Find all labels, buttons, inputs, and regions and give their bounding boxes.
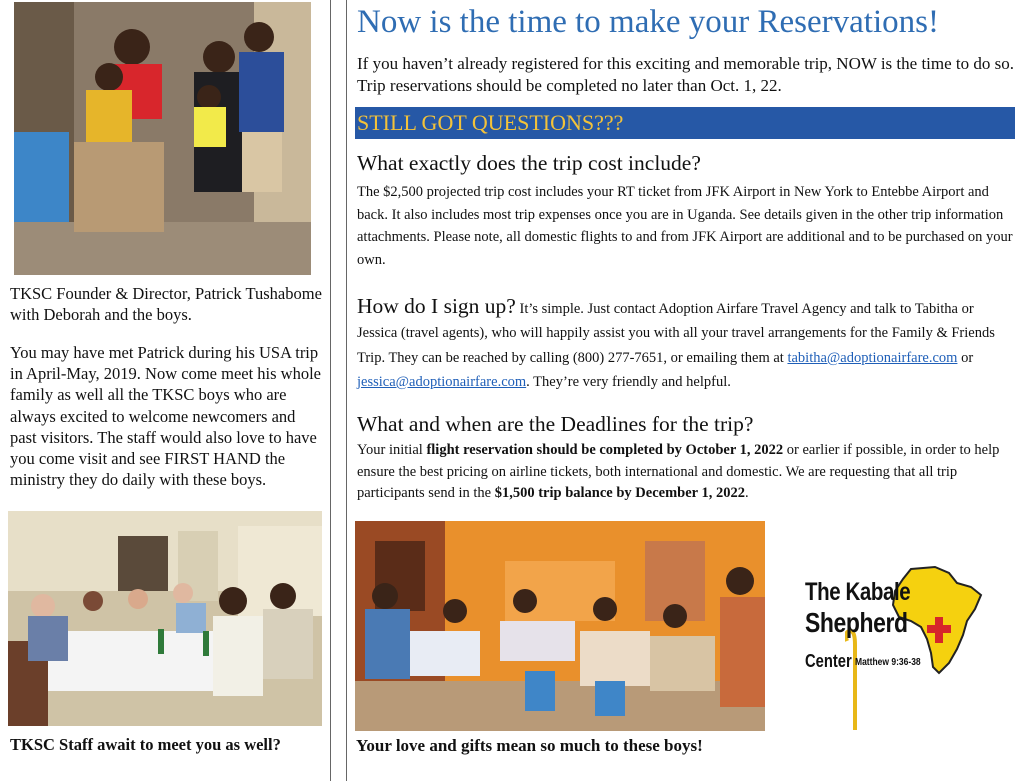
reservations-headline: Now is the time to make your Reservations! (357, 4, 939, 40)
faq-deadlines (357, 412, 1017, 505)
column-divider-left (330, 0, 331, 781)
deadline-text-3: . (744, 485, 749, 501)
family-photo-image (14, 2, 311, 275)
family-caption: TKSC Founder & Director, Patrick Tushabome with Deborah and the boys. (10, 284, 322, 324)
left-column (8, 0, 322, 781)
staff-photo (8, 511, 322, 726)
faq-sign-up (357, 294, 1017, 394)
logo-verse: Matthew 9:36-38 (855, 657, 921, 668)
boys-photo-image (355, 521, 765, 731)
deadline-text-2: or earlier if possible, in order to help ensure the best pricing on airline tickets, both international and domestic. We are requesting that all trip participants send in the (357, 442, 1000, 501)
right-column (355, 0, 1017, 781)
family-photo (14, 2, 311, 275)
staff-caption: TKSC Staff await to meet you as well? (10, 735, 281, 754)
email-link-tabitha[interactable]: tabitha@adoptionairfare.com (787, 349, 958, 366)
boys-caption: Your love and gifts mean so much to these boys! (356, 736, 703, 755)
logo-line-3: Center (805, 651, 852, 671)
deadline-flight-reservation: flight reservation should be completed by October 1, 2022 (426, 442, 784, 458)
column-divider-right (346, 0, 347, 781)
faq-sign-up-or: or (957, 349, 974, 366)
intro-paragraph: If you haven’t already registered for this exciting and memorable trip, NOW is the time to do so. Trip reservations should be completed no later than Oct. 1, 22. (357, 54, 1014, 95)
faq-trip-cost-answer: The $2,500 projected trip cost includes your RT ticket from JFK Airport in New York to Entebbe Airport and back. It also includes most trip expenses once you are in Uganda. See details given in the other trip information attachments. Please note, all domestic flights to and from JFK Airport are additional and to be purchased on your own. (357, 184, 1013, 268)
faq-trip-cost (357, 151, 1017, 271)
questions-banner-label: STILL GOT QUESTIONS??? (357, 110, 624, 135)
faq-sign-up-question: How do I sign up? (357, 294, 516, 318)
faq-deadlines-answer (357, 440, 1017, 505)
kabale-shepherd-logo (805, 565, 985, 735)
faq-trip-cost-question: What exactly does the trip cost include? (357, 151, 701, 175)
questions-banner (355, 107, 1015, 139)
deadline-text-1: Your initial (357, 442, 427, 458)
faq-deadlines-question: What and when are the Deadlines for the trip? (357, 412, 754, 436)
shepherd-staff-icon (845, 625, 865, 735)
deadline-trip-balance: $1,500 trip balance by December 1, 2022 (494, 485, 745, 501)
faq-sign-up-answer: It’s simple. Just contact Adoption Airfare Travel Agency and talk to Tabitha or Jessica (travel agents), who will happily assist you with all your travel arrangements for the Family & Friends Trip. They can be reached by calling (800) 277-7651, or emailing them at (357, 301, 995, 366)
email-link-jessica[interactable]: jessica@adoptionairfare.com (357, 373, 527, 390)
faq-sign-up-closing: . They’re very friendly and helpful. (526, 373, 731, 390)
left-body-text: You may have met Patrick during his USA trip in April-May, 2019. Now come meet his whole family as well all the TKSC boys who are always excited to welcome newcomers and past visitors. The staff would also love to have you come visit and see FIRST HAND the ministry they do daily with these boys. (10, 343, 322, 490)
logo-line-2: Shepherd (805, 607, 908, 638)
boys-photo (355, 521, 765, 731)
logo-line-1: The Kabale (805, 578, 911, 606)
staff-photo-image (8, 511, 322, 726)
